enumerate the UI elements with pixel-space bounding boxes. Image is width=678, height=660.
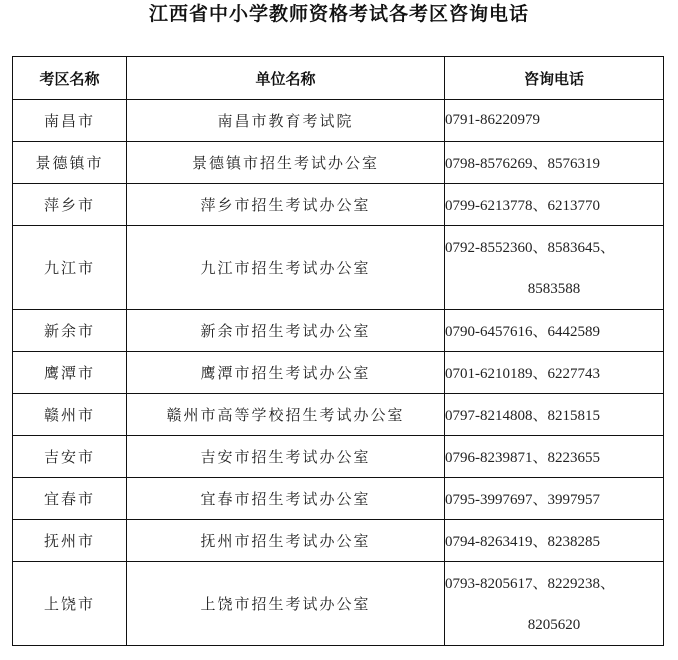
header-exam-area: 考区名称 <box>13 57 127 100</box>
phone-cell: 0798-8576269、8576319 <box>445 142 664 184</box>
phone-line-1: 0792-8552360、8583645、 <box>445 239 615 256</box>
phone-line-2: 8205620 <box>527 616 581 633</box>
phone-cell: 0796-8239871、8223655 <box>445 436 664 478</box>
area-cell: 吉安市 <box>13 436 127 478</box>
area-cell: 宜春市 <box>13 478 127 520</box>
area-cell: 抚州市 <box>13 520 127 562</box>
table-row <box>13 394 664 436</box>
phone-cell: 0795-3997697、3997957 <box>445 478 664 520</box>
phone-cell: 0790-6457616、6442589 <box>445 310 664 352</box>
phone-line-2: 8583588 <box>527 280 581 297</box>
phone-cell <box>445 562 664 646</box>
phone-cell: 0701-6210189、6227743 <box>445 352 664 394</box>
contact-table <box>12 56 664 646</box>
unit-cell: 景德镇市招生考试办公室 <box>127 142 445 184</box>
table-row <box>13 562 664 646</box>
unit-cell: 宜春市招生考试办公室 <box>127 478 445 520</box>
phone-cell: 0794-8263419、8238285 <box>445 520 664 562</box>
unit-cell: 上饶市招生考试办公室 <box>127 562 445 646</box>
unit-cell: 九江市招生考试办公室 <box>127 226 445 310</box>
table-row <box>13 436 664 478</box>
unit-cell: 赣州市高等学校招生考试办公室 <box>127 394 445 436</box>
unit-cell: 新余市招生考试办公室 <box>127 310 445 352</box>
table-header-row <box>13 57 664 100</box>
table-row <box>13 100 664 142</box>
document-title: 江西省中小学教师资格考试各考区咨询电话 <box>148 3 529 25</box>
table-row <box>13 478 664 520</box>
table-row <box>13 184 664 226</box>
area-cell: 景德镇市 <box>13 142 127 184</box>
table-row <box>13 226 664 310</box>
unit-cell: 南昌市教育考试院 <box>127 100 445 142</box>
unit-cell: 鹰潭市招生考试办公室 <box>127 352 445 394</box>
area-cell: 赣州市 <box>13 394 127 436</box>
unit-cell: 抚州市招生考试办公室 <box>127 520 445 562</box>
header-unit-name: 单位名称 <box>127 57 445 100</box>
phone-cell: 0791-86220979 <box>445 100 664 142</box>
header-phone: 咨询电话 <box>445 57 664 100</box>
unit-cell: 吉安市招生考试办公室 <box>127 436 445 478</box>
table-row <box>13 520 664 562</box>
phone-cell <box>445 226 664 310</box>
area-cell: 新余市 <box>13 310 127 352</box>
phone-cell: 0799-6213778、6213770 <box>445 184 664 226</box>
table-row <box>13 310 664 352</box>
phone-line-1: 0793-8205617、8229238、 <box>445 575 615 592</box>
area-cell: 萍乡市 <box>13 184 127 226</box>
area-cell: 九江市 <box>13 226 127 310</box>
area-cell: 鹰潭市 <box>13 352 127 394</box>
unit-cell: 萍乡市招生考试办公室 <box>127 184 445 226</box>
phone-cell: 0797-8214808、8215815 <box>445 394 664 436</box>
table-row <box>13 352 664 394</box>
area-cell: 上饶市 <box>13 562 127 646</box>
area-cell: 南昌市 <box>13 100 127 142</box>
table-row <box>13 142 664 184</box>
